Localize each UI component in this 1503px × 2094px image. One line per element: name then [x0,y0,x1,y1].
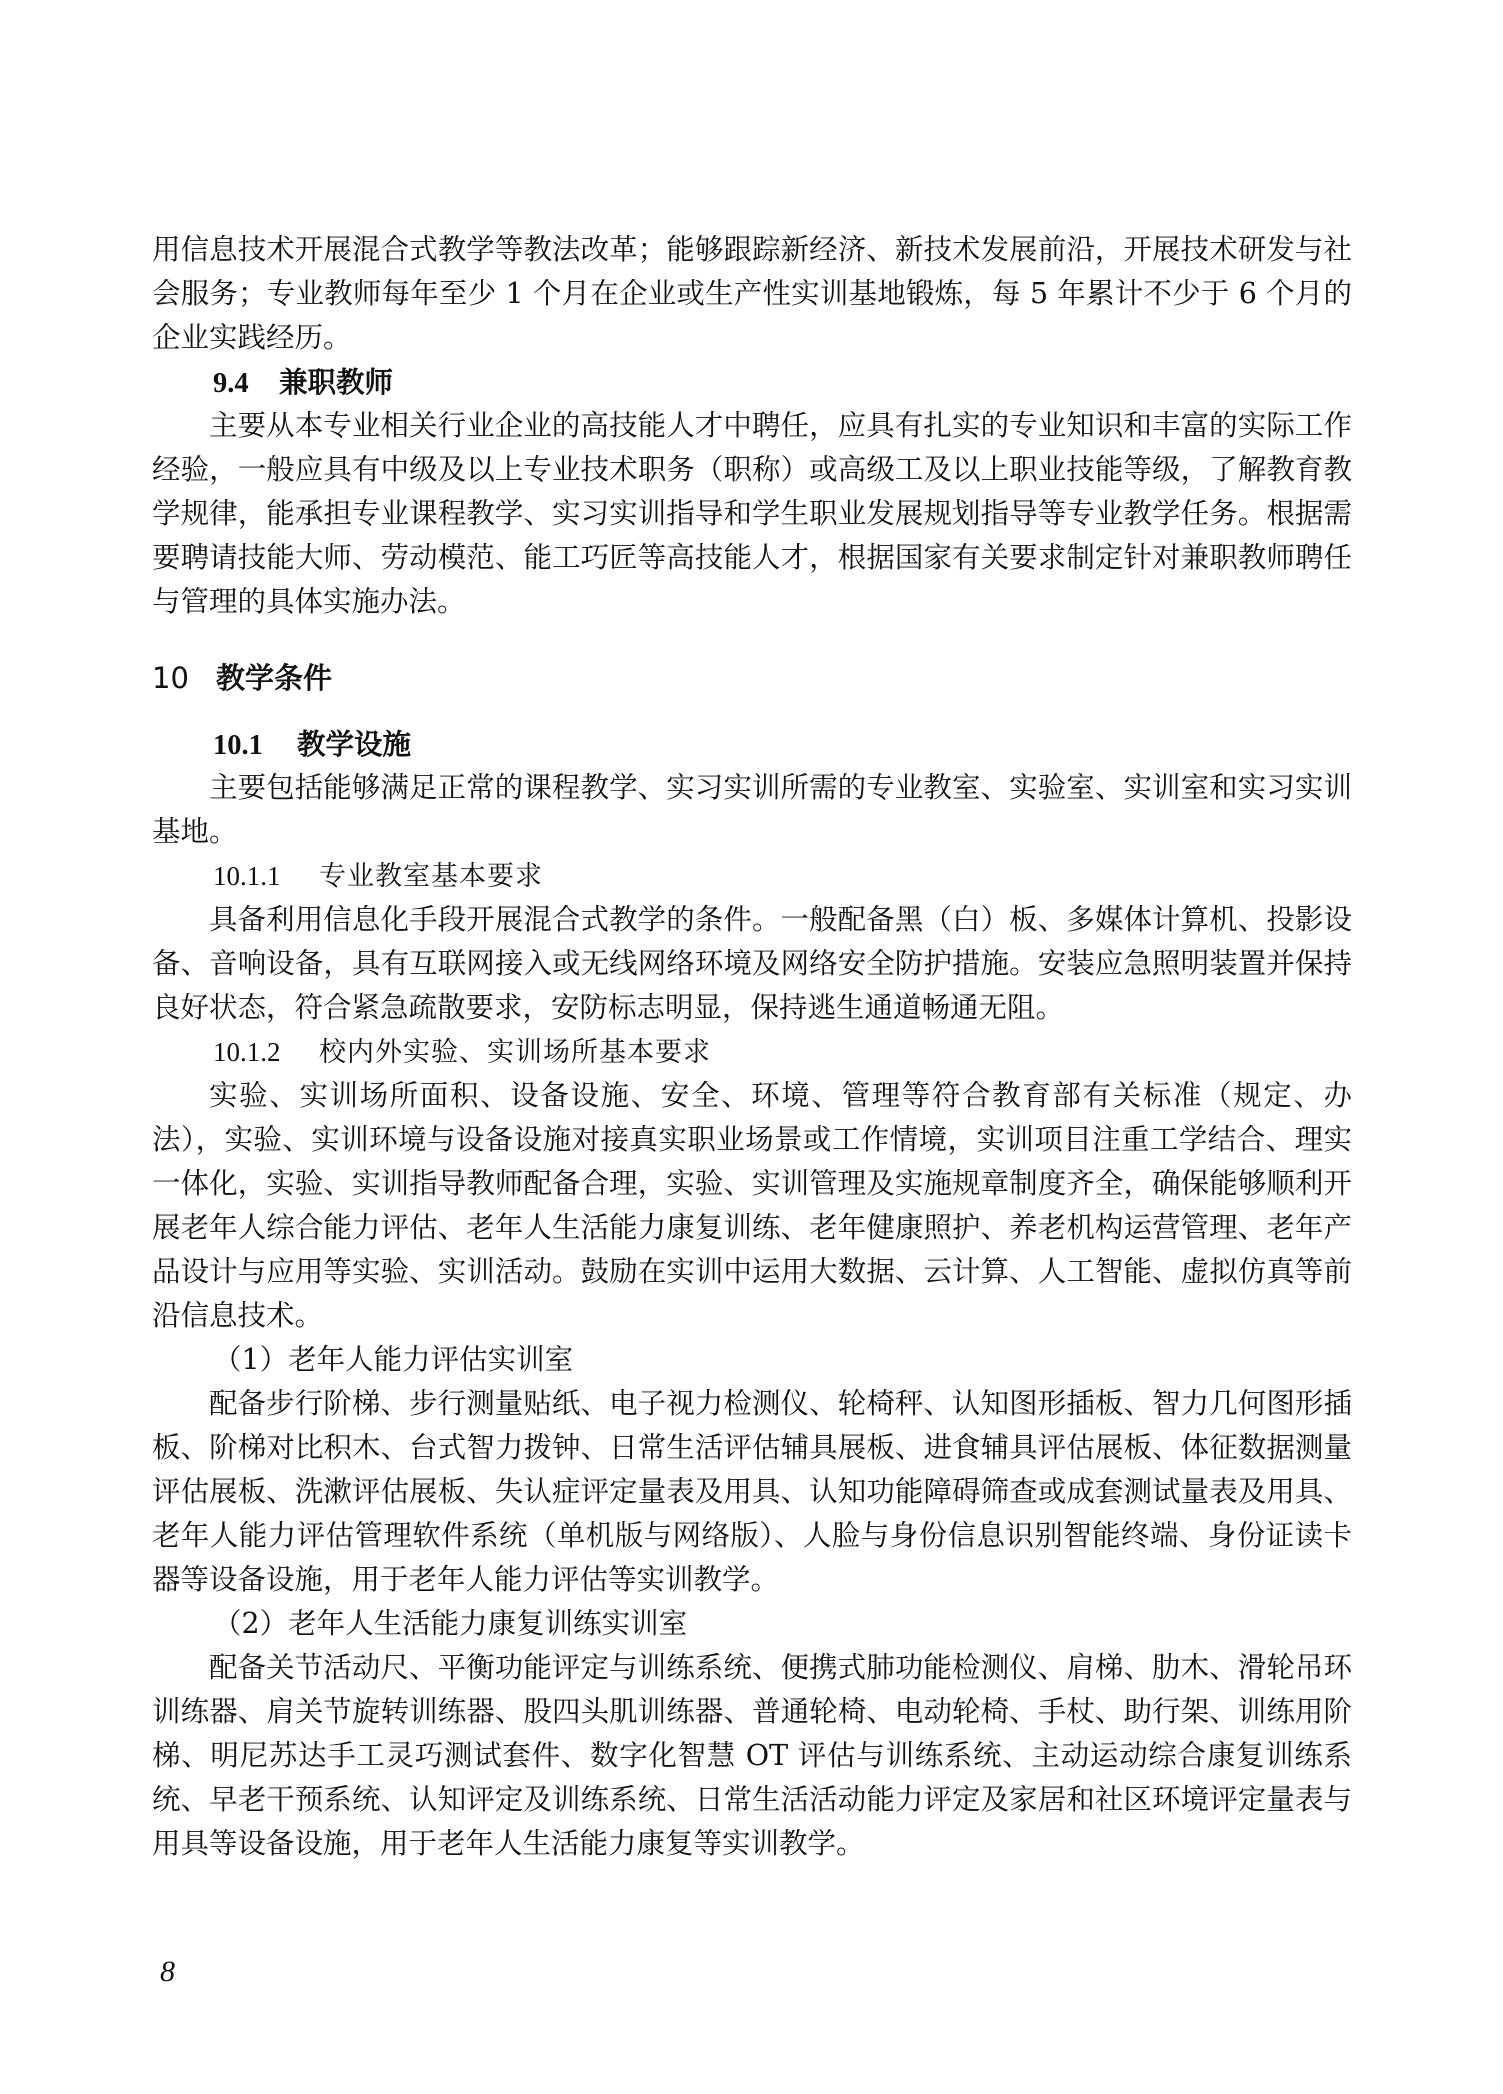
heading-title: 校内外实验、实训场所基本要求 [319,1037,711,1068]
heading-number: 10 [152,661,189,695]
paragraph-text: 配备关节活动尺、平衡功能评定与训练系统、便携式肺功能检测仪、肩梯、肋木、滑轮吊环训练器、肩关节旋转训练器、股四头肌训练器、普通轮椅、电动轮椅、手杖、助行架、训练用阶梯、明尼苏达手工灵巧测试套件、数字化智慧 OT 评估与训练系统、主动运动综合康复训练系统、早老干预系统、认知评定及训练系统、日常生活活动能力评定及家居和社区环境评定量表与用具等设备设施，用于老年人生活能力康复等实训教学。 [152,1651,1352,1860]
heading-title: 兼职教师 [279,365,394,399]
heading-10-1-1 [213,854,543,899]
heading-number: 10.1.2 [213,1037,281,1067]
heading-9-4 [213,360,393,406]
heading-title: 教学条件 [216,661,333,695]
heading-10 [152,656,332,700]
paragraph-text: 主要从本专业相关行业企业的高技能人才中聘任，应具有扎实的专业知识和丰富的实际工作经验，一般应具有中级及以上专业技术职务（职称）或高级工及以上职业技能等级，了解教育教学规律，能承担专业课程教学、实习实训指导和学生职业发展规划指导等专业教学任务。根据需要聘请技能大师、劳动模范、能工巧匠等高技能人才，根据国家有关要求制定针对兼职教师聘任与管理的具体实施办法。 [152,409,1352,618]
paragraph-text: 具备利用信息化手段开展混合式教学的条件。一般配备黑（白）板、多媒体计算机、投影设备、音响设备，具有互联网接入或无线网络环境及网络安全防护措施。安装应急照明装置并保持良好状态，符合紧急疏散要求，安防标志明显，保持逃生通道畅通无阻。 [152,903,1352,1024]
heading-number: 10.1.1 [213,861,281,891]
paragraph-classroom-requirements [152,898,1352,1030]
list-item-rehab-lab: （2）老年人生活能力康复训练实训室 [213,1607,688,1640]
heading-title: 专业教室基本要求 [319,861,543,892]
paragraph-text: 用信息技术开展混合式教学等教法改革；能够跟踪新经济、新技术发展前沿，开展技术研发与社会服务；专业教师每年至少 1 个月在企业或生产性实训基地锻炼，每 5 年累计不少于 6 个月的企业实践经历。 [152,233,1352,354]
heading-number: 9.4 [213,368,249,399]
heading-10-1 [213,722,411,768]
paragraph-training-site-requirements [152,1074,1352,1338]
paragraph-text: 实验、实训场所面积、设备设施、安全、环境、管理等符合教育部有关标准（规定、办法），实验、实训环境与设备设施对接真实职业场景或工作情境，实训项目注重工学结合、理实一体化，实验、实训指导教师配备合理，实验、实训管理及实施规章制度齐全，确保能够顺利开展老年人综合能力评估、老年人生活能力康复训练、老年健康照护、养老机构运营管理、老年产品设计与应用等实验、实训活动。鼓励在实训中运用大数据、云计算、人工智能、虚拟仿真等前沿信息技术。 [152,1079,1352,1332]
heading-title: 教学设施 [297,727,412,761]
heading-number: 10.1 [213,730,263,761]
paragraph-teacher-requirements [152,228,1352,360]
paragraph-rehab-lab [152,1646,1352,1866]
page-number: 8 [160,1955,175,1988]
paragraph-teaching-facilities [152,766,1352,854]
paragraph-part-time-teachers [152,404,1352,624]
paragraph-assessment-lab [152,1382,1352,1602]
paragraph-text: 配备步行阶梯、步行测量贴纸、电子视力检测仪、轮椅秤、认知图形插板、智力几何图形插板、阶梯对比积木、台式智力拨钟、日常生活评估辅具展板、进食辅具评估展板、体征数据测量评估展板、洗漱评估展板、失认症评定量表及用具、认知功能障碍筛查或成套测试量表及用具、老年人能力评估管理软件系统（单机版与网络版）、人脸与身份信息识别智能终端、身份证读卡器等设备设施，用于老年人能力评估等实训教学。 [152,1387,1352,1596]
list-item-assessment-lab: （1）老年人能力评估实训室 [213,1343,574,1376]
heading-10-1-2 [213,1030,711,1075]
paragraph-text: 主要包括能够满足正常的课程教学、实习实训所需的专业教室、实验室、实训室和实习实训基地。 [152,771,1352,848]
